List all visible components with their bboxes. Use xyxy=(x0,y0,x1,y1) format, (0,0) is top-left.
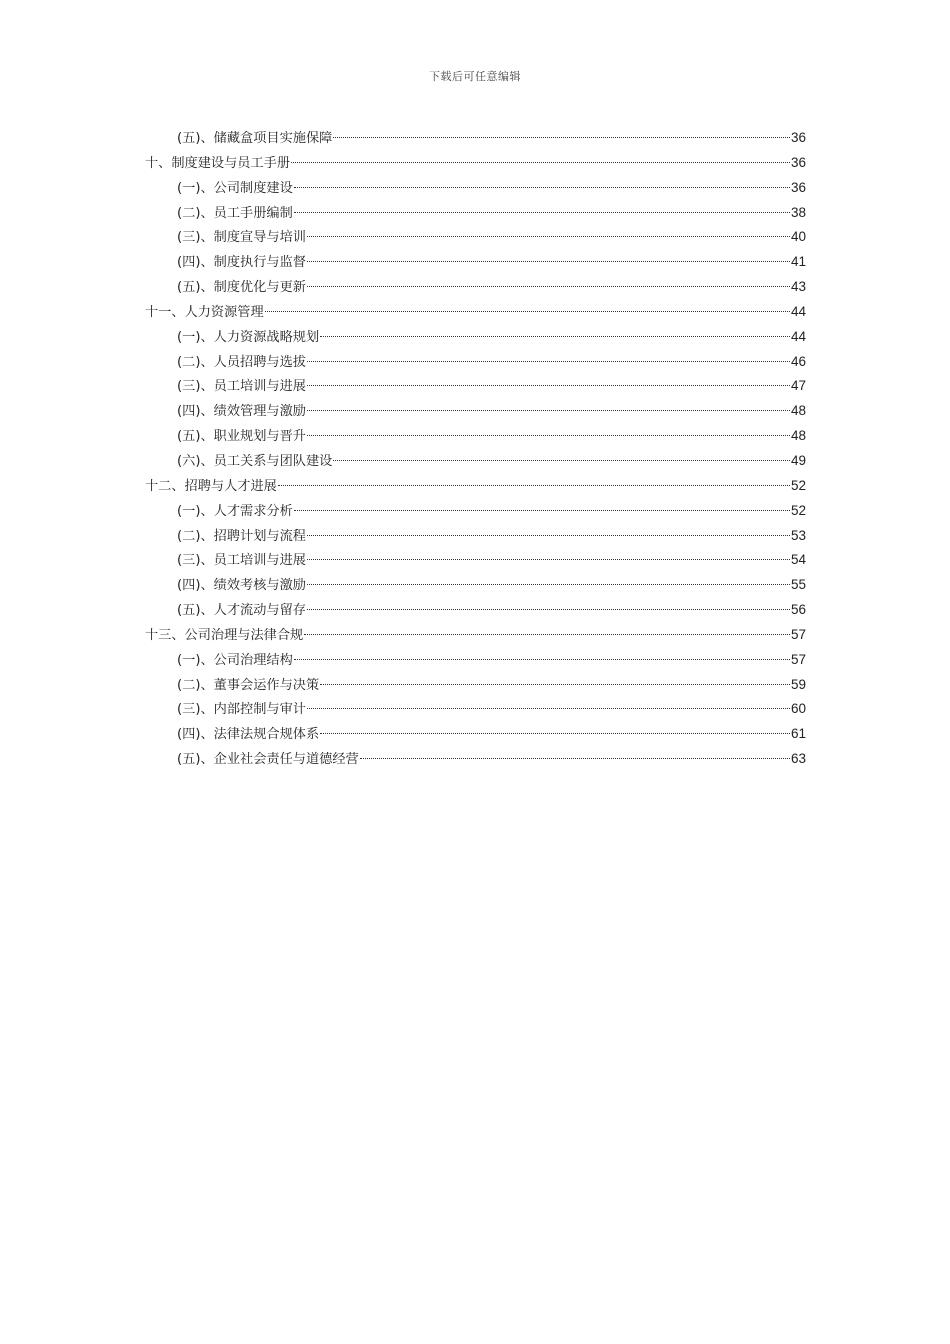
toc-entry-title: (一)、人才需求分析 xyxy=(177,503,293,519)
toc-entry-page-number: 53 xyxy=(790,527,806,543)
toc-entry-title: (四)、法律法规合规体系 xyxy=(177,727,320,743)
toc-entry-page-number: 60 xyxy=(790,701,806,717)
toc-entry[interactable] xyxy=(145,399,806,424)
toc-entry[interactable] xyxy=(145,449,806,474)
toc-entry-page-number: 56 xyxy=(790,602,806,618)
toc-dot-leader xyxy=(320,336,790,337)
toc-entry[interactable] xyxy=(145,697,806,722)
toc-dot-leader xyxy=(278,485,790,486)
toc-entry-title: (二)、董事会运作与决策 xyxy=(177,677,320,693)
toc-dot-leader xyxy=(320,733,790,734)
toc-dot-leader xyxy=(360,758,790,759)
toc-dot-leader xyxy=(304,634,790,635)
toc-dot-leader xyxy=(307,584,790,585)
toc-entry[interactable] xyxy=(145,499,806,524)
toc-entry-page-number: 61 xyxy=(790,726,806,742)
toc-entry[interactable] xyxy=(145,201,806,226)
toc-entry[interactable] xyxy=(145,275,806,300)
toc-dot-leader xyxy=(333,460,790,461)
toc-entry-page-number: 59 xyxy=(790,676,806,692)
toc-entry[interactable] xyxy=(145,573,806,598)
toc-dot-leader xyxy=(291,162,790,163)
toc-dot-leader xyxy=(320,684,790,685)
toc-entry-title: (五)、制度优化与更新 xyxy=(177,280,306,296)
toc-dot-leader xyxy=(307,236,790,237)
toc-entry[interactable] xyxy=(145,374,806,399)
toc-dot-leader xyxy=(294,659,790,660)
toc-entry[interactable] xyxy=(145,524,806,549)
toc-entry-title: 十、制度建设与员工手册 xyxy=(145,155,291,171)
toc-entry-title: (五)、人才流动与留存 xyxy=(177,603,306,619)
toc-entry[interactable] xyxy=(145,225,806,250)
toc-entry-title: 十二、招聘与人才进展 xyxy=(145,478,277,494)
table-of-contents xyxy=(145,126,806,772)
toc-entry-page-number: 55 xyxy=(790,577,806,593)
toc-entry-title: (四)、绩效考核与激励 xyxy=(177,578,306,594)
toc-dot-leader xyxy=(294,212,790,213)
toc-entry-title: (二)、人员招聘与选拔 xyxy=(177,354,306,370)
toc-entry-page-number: 57 xyxy=(790,651,806,667)
toc-entry-page-number: 36 xyxy=(790,130,806,145)
toc-entry-title: (一)、公司治理结构 xyxy=(177,652,293,668)
toc-entry-page-number: 36 xyxy=(790,179,806,195)
toc-entry-title: (五)、企业社会责任与道德经营 xyxy=(177,752,359,768)
toc-entry[interactable] xyxy=(145,722,806,747)
toc-entry-title: (四)、制度执行与监督 xyxy=(177,255,306,271)
toc-dot-leader xyxy=(307,559,790,560)
toc-entry-page-number: 44 xyxy=(790,328,806,344)
toc-entry-title: (一)、人力资源战略规划 xyxy=(177,329,320,345)
toc-dot-leader xyxy=(265,311,790,312)
toc-dot-leader xyxy=(333,137,790,138)
toc-entry[interactable] xyxy=(145,424,806,449)
toc-dot-leader xyxy=(307,708,790,709)
toc-entry-title: (一)、公司制度建设 xyxy=(177,180,293,196)
toc-entry-page-number: 47 xyxy=(790,378,806,394)
toc-entry-title: (三)、员工培训与进展 xyxy=(177,379,306,395)
toc-dot-leader xyxy=(307,535,790,536)
toc-dot-leader xyxy=(307,385,790,386)
toc-entry-page-number: 41 xyxy=(790,254,806,270)
toc-entry-page-number: 48 xyxy=(790,403,806,419)
toc-entry[interactable] xyxy=(145,474,806,499)
toc-entry-page-number: 54 xyxy=(790,552,806,568)
toc-entry-page-number: 44 xyxy=(790,303,806,319)
toc-entry-title: (三)、内部控制与审计 xyxy=(177,702,306,718)
toc-entry-title: (四)、绩效管理与激励 xyxy=(177,404,306,420)
toc-entry-page-number: 46 xyxy=(790,353,806,369)
toc-entry[interactable] xyxy=(145,673,806,698)
toc-entry-page-number: 40 xyxy=(790,229,806,245)
toc-entry[interactable] xyxy=(145,126,806,151)
toc-entry-page-number: 38 xyxy=(790,204,806,220)
toc-entry-page-number: 57 xyxy=(790,626,806,642)
page-header: 下载后可任意编辑 xyxy=(429,70,521,83)
toc-entry[interactable] xyxy=(145,648,806,673)
toc-entry-title: (五)、职业规划与晋升 xyxy=(177,429,306,445)
toc-entry-title: 十三、公司治理与法律合规 xyxy=(145,627,304,643)
toc-entry-title: (六)、员工关系与团队建设 xyxy=(177,453,333,469)
toc-dot-leader xyxy=(294,187,790,188)
toc-dot-leader xyxy=(307,435,790,436)
toc-entry[interactable] xyxy=(145,300,806,325)
toc-entry-page-number: 36 xyxy=(790,154,806,170)
toc-entry-title: (二)、招聘计划与流程 xyxy=(177,528,306,544)
toc-dot-leader xyxy=(307,609,790,610)
toc-entry-title: (三)、员工培训与进展 xyxy=(177,553,306,569)
toc-entry[interactable] xyxy=(145,747,806,772)
toc-entry[interactable] xyxy=(145,350,806,375)
toc-entry-title: (三)、制度宣导与培训 xyxy=(177,230,306,246)
toc-entry-page-number: 52 xyxy=(790,502,806,518)
toc-dot-leader xyxy=(307,410,790,411)
toc-entry[interactable] xyxy=(145,325,806,350)
toc-entry[interactable] xyxy=(145,250,806,275)
toc-dot-leader xyxy=(307,261,790,262)
toc-dot-leader xyxy=(307,286,790,287)
toc-entry[interactable] xyxy=(145,176,806,201)
toc-entry-page-number: 52 xyxy=(790,477,806,493)
toc-dot-leader xyxy=(294,510,790,511)
toc-entry-page-number: 63 xyxy=(790,751,806,767)
toc-entry-title: 十一、人力资源管理 xyxy=(145,304,264,320)
toc-entry[interactable] xyxy=(145,598,806,623)
toc-entry-page-number: 49 xyxy=(790,452,806,468)
toc-dot-leader xyxy=(307,361,790,362)
toc-entry[interactable] xyxy=(145,151,806,176)
toc-entry[interactable] xyxy=(145,548,806,573)
toc-entry-page-number: 48 xyxy=(790,428,806,444)
toc-entry-title: (二)、员工手册编制 xyxy=(177,205,293,221)
toc-entry-page-number: 43 xyxy=(790,279,806,295)
toc-entry[interactable] xyxy=(145,623,806,648)
toc-entry-title: (五)、储藏盒项目实施保障 xyxy=(177,131,333,146)
